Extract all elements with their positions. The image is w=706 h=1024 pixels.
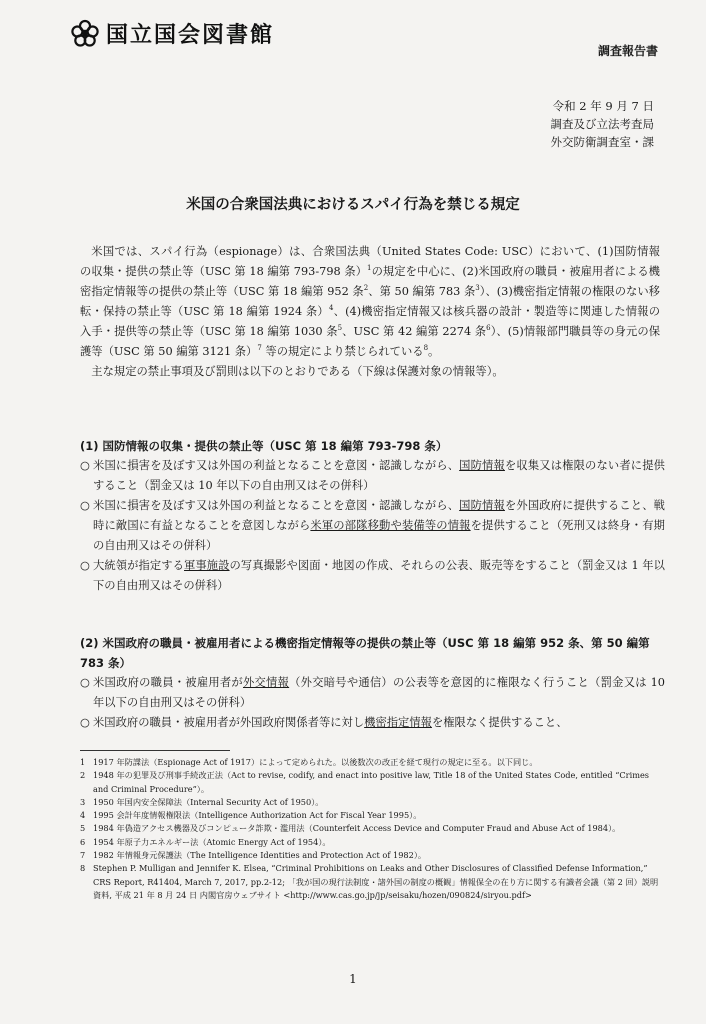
section-1 <box>80 436 665 596</box>
circle-bullet-icon: ○ <box>80 499 90 512</box>
underlined-term: 機密指定情報 <box>364 716 432 729</box>
footnote-divider <box>80 750 230 751</box>
intro-paragraph-2: 主な規定の禁止事項及び罰則は以下のとおりである（下線は保護対象の情報等）。 <box>91 365 504 378</box>
underlined-term: 軍事施設 <box>184 559 230 572</box>
ndl-logo-text: 国立国会図書館 <box>106 23 275 48</box>
document-meta <box>551 97 655 151</box>
ndl-logo <box>70 18 274 49</box>
section-1-heading: (1) 国防情報の収集・提供の禁止等（USC 第 18 編第 793-798 条） <box>80 439 448 453</box>
list-item: ○ 米国政府の職員・被雇用者が外交情報（外交暗号や通信）の公表等を意図的に権限なく行うこと（罰金又は 10 年以下の自由刑又はその併科） <box>80 673 665 713</box>
list-item: ○ 大統領が指定する軍事施設の写真撮影や図面・地図の作成、それらの公表、販売等をすること（罰金又は 1 年以下の自由刑又はその併科） <box>80 556 665 596</box>
footnotes <box>80 756 662 902</box>
office-name: 外交防衛調査室・課 <box>550 135 654 149</box>
bureau-name: 調査及び立法考査局 <box>550 117 654 131</box>
list-item: ○ 米国政府の職員・被雇用者が外国政府関係者等に対し機密指定情報を権限なく提供すること、 <box>80 713 665 733</box>
footnote: 7 1982 年情報身元保護法（The Intelligence Identities and Protection Act of 1982）。 <box>80 850 427 861</box>
circle-bullet-icon: ○ <box>80 559 90 572</box>
footnote-ref: 7 <box>257 344 262 353</box>
document-title: 米国の合衆国法典におけるスパイ行為を禁じる規定 <box>186 197 520 213</box>
footnote-ref: 8 <box>423 344 429 353</box>
document-date: 令和 2 年 9 月 7 日 <box>552 99 654 113</box>
section-2-heading: (2) 米国政府の職員・被雇用者による機密指定情報等の提供の禁止等（USC 第 18 編第 952 条、第 50 編第 783 条） <box>80 636 650 670</box>
footnote-ref: 5 <box>337 324 343 333</box>
underlined-term: 国防情報 <box>459 499 505 512</box>
footnote: 8 Stephen P. Mulligan and Jennifer K. Elsea, “Criminal Prohibitions on Leaks and Other Disclosures of Classified Defense Information,” CRS Report, R41404, March 7, 2017, pp.2-12; 「我が国の現行法制度・諸外国の制度の概観」情報保全の在り方に関する有識者会議（第 2 回）説明資料, 平成 21 年 8 月 24 日 内閣官房ウェブサイト <http://www.cas.go.jp/jp/seisaku/hozen/090824/siryou.pdf> <box>80 863 659 900</box>
footnote-ref: 3 <box>475 284 480 293</box>
list-item: ○ 米国に損害を及ぼす又は外国の利益となることを意図・認識しながら、国防情報を外国政府に提供すること、戦時に敵国に有益となることを意図しながら米軍の部隊移動や装備等の情報を提供すること（死刑又は終身・有期の自由刑又はその併科） <box>80 496 665 556</box>
footnote-ref: 2 <box>363 284 369 293</box>
ndl-emblem-icon <box>70 19 100 49</box>
footnote-ref: 1 <box>367 264 372 273</box>
section-2 <box>80 633 665 733</box>
circle-bullet-icon: ○ <box>80 459 90 472</box>
footnote: 2 1948 年の犯罪及び刑事手続改正法（Act to revise, codify, and enact into positive law, Title 18 of the United States Code, entitled “Crimes and Criminal Procedure”）。 <box>80 770 650 794</box>
underlined-term: 外交情報 <box>242 676 290 689</box>
intro-text <box>80 242 660 382</box>
footnote-ref: 6 <box>486 324 491 333</box>
footnote: 6 1954 年原子力エネルギー法（Atomic Energy Act of 1954）。 <box>80 836 331 847</box>
footnote: 5 1984 年偽造アクセス機器及びコンピュータ詐欺・濫用法（Counterfeit Access Device and Computer Fraud and Abuse Act of 1984）。 <box>80 823 621 834</box>
underlined-term: 米軍の部隊移動や装備等の情報 <box>310 519 471 532</box>
footnote: 1 1917 年防諜法（Espionage Act of 1917）によって定められた。以後数次の改正を経て現行の規定に至る。以下同じ。 <box>80 757 538 767</box>
page-number: 1 <box>349 972 357 986</box>
document-type-label: 調査報告書 <box>597 44 658 58</box>
footnote: 4 1995 会計年度情報権限法（Intelligence Authorization Act for Fiscal Year 1995）。 <box>80 810 422 821</box>
intro-paragraph-1: 米国では、スパイ行為（espionage）は、合衆国法典（United States Code: USC）において、(1)国防情報の収集・提供の禁止等（USC 第 18 編第 793-798 条）$^1$の規定を中心に、(2)米国政府の職員・被雇用者による機密指定情報等の提供の禁止等（USC 第 18 編第 952 条$^2$、第 50 編第 783 条$^3$）、(3)機密指定情報の権限のない移転・保持の禁止等（USC 第 18 編第 1924 条）$^4$、(4)機密指定情報又は核兵器の設計・製造等に関連した情報の入手・提供等の禁止等（USC 第 18 編第 1030 条$^5$、USC 第 42 編第 2274 条$^6$）、(5)情報部門職員等の身元の保護等（USC 第 50 編第 3121 条）$^7$ 等の規定により禁じられている$^8$。 <box>80 245 661 358</box>
footnote: 3 1950 年国内安全保障法（Internal Security Act of 1950）。 <box>80 796 324 807</box>
circle-bullet-icon: ○ <box>80 676 90 689</box>
underlined-term: 国防情報 <box>459 459 505 472</box>
list-item: ○ 米国に損害を及ぼす又は外国の利益となることを意図・認識しながら、国防情報を収集又は権限のない者に提供すること（罰金又は 10 年以下の自由刑又はその併科） <box>80 456 665 496</box>
circle-bullet-icon: ○ <box>80 716 90 729</box>
footnote-ref: 4 <box>328 304 334 313</box>
